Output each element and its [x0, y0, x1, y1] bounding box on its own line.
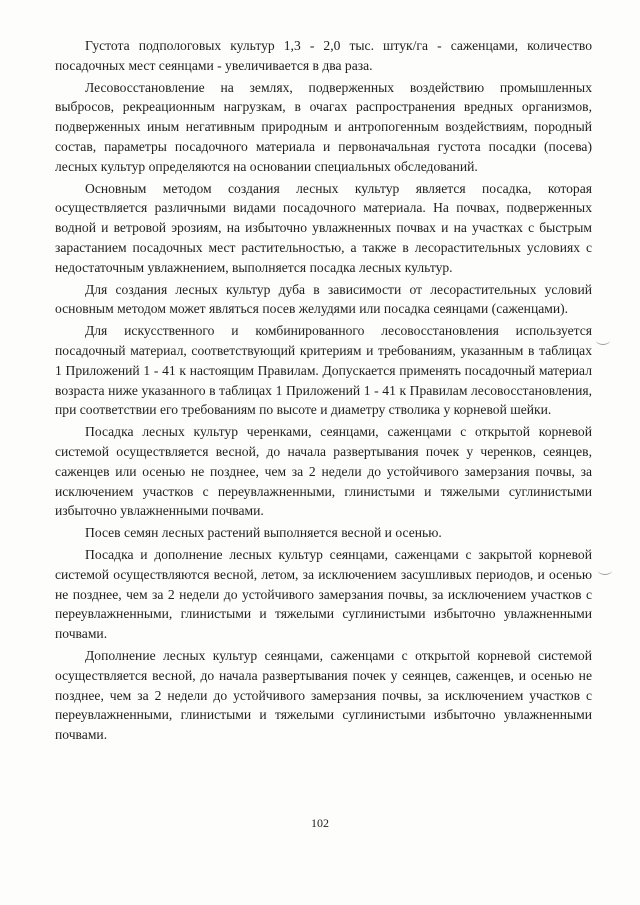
paragraph-open-root-supplement: Дополнение лесных культур сеянцами, саженцами с открытой корневой системой осуществляется весной, до начала развертывания почек у сеянцев, саженцев, и осенью не позднее, чем за 2 недели до устойчивого замерзания почвы, за исключением участков с переувлажненными, глинистыми и тяжелыми суглинистыми избыточно увлажненными почвами.	[55, 647, 592, 743]
scan-mark	[596, 336, 610, 345]
paragraph-open-root-planting: Посадка лесных культур черенками, сеянцами, саженцами с открытой корневой системой осуществляется весной, до начала развертывания почек у черенков, сеянцев, саженцев или осенью не позднее, чем за 2 недели до устойчивого замерзания почвы, за исключением участков с переувлажненными, глинистыми и тяжелыми суглинистыми избыточно увлажненными почвами.	[55, 424, 592, 519]
paragraph-oak-cultures: Для создания лесных культур дуба в зависимости от лесорастительных условий основным методом может являться посев желудями или посадка сеянцами (саженцами).	[55, 281, 592, 317]
paragraph-special-surveys: Лесовосстановление на землях, подверженных воздействию промышленных выбросов, рекреационным нагрузкам, в очагах распространения вредных организмов, подверженных иным негативным природным и антропогенным воздействиям, породный состав, параметры посадочного материала и первоначальная густота посадки (посева) лесных культур определяются на основании специальных обследований.	[55, 79, 592, 174]
document-body	[55, 36, 592, 745]
paragraph-density-subcanopy: Густота подпологовых культур 1,3 - 2,0 тыс. штук/га - саженцами, количество посадочных мест сеянцами - увеличивается в два раза.	[55, 38, 592, 73]
paragraph-closed-root-planting: Посадка и дополнение лесных культур сеянцами, саженцами с закрытой корневой системой осуществляются весной, летом, за исключением засушливых периодов, и осенью не позднее, чем за 2 недели до устойчивого замерзания почвы, за исключением участков с переувлажненными, глинистыми и тяжелыми суглинистыми избыточно увлажненными почвами.	[55, 546, 592, 642]
scan-mark	[598, 566, 612, 575]
page-number: 102	[311, 816, 329, 830]
paragraph-main-method: Основным методом создания лесных культур является посадка, которая осуществляется различными видами посадочного материала. На почвах, подверженных водной и ветровой эрозиям, на избыточно увлажненных почвах и на участках с быстрым зарастанием посадочных мест растительностью, а также в лесорастительных условиях с недостаточным увлажнением, выполняется посадка лесных культур.	[55, 180, 592, 275]
paragraph-seed-sowing: Посев семян лесных растений выполняется весной и осенью.	[85, 525, 442, 541]
paragraph-planting-material: Для искусственного и комбинированного лесовосстановления используется посадочный материал, соответствующий критериям и требованиям, указанным в таблицах 1 Приложений 1 - 41 к настоящим Правилам. Допускается применять посадочный материал возраста ниже указанного в таблицах 1 Приложений 1 - 41 к Правилам лесовосстановления, при соответствии его требованиям по высоте и диаметру стволика у корневой шейки.	[55, 323, 592, 418]
